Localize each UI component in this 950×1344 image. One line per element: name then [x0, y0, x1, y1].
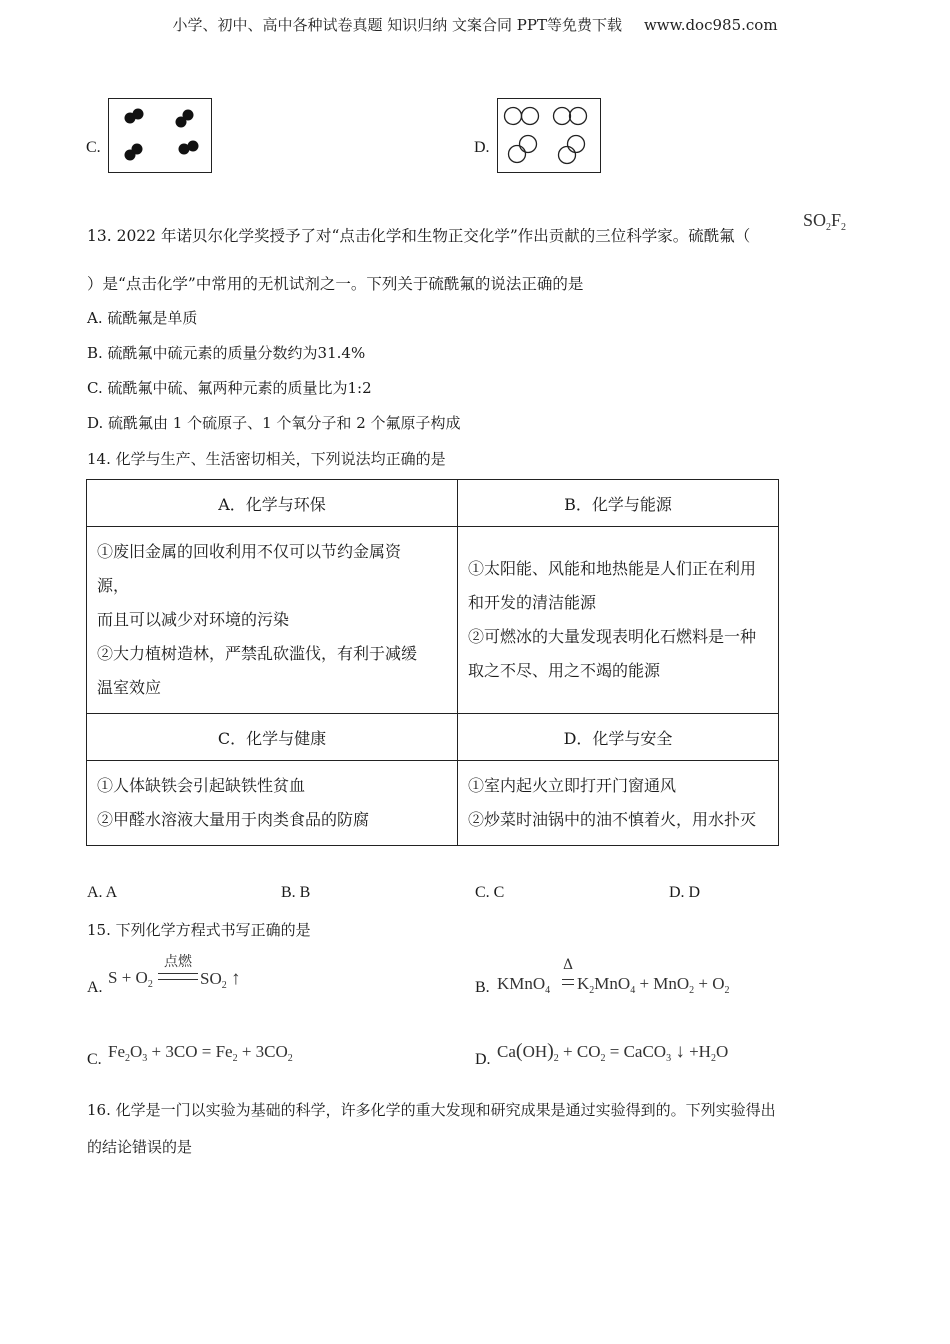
- q12-option-d-label: D.: [474, 139, 490, 156]
- q15-option-c-label: C.: [87, 1051, 102, 1068]
- header-site: www.doc985.com: [643, 16, 778, 34]
- q15-equation-b-reactant: KMnO$_4$: [497, 974, 551, 996]
- q15-option-b-label: B.: [475, 979, 490, 996]
- q13-stem-line1: 13. 2022 年诺贝尔化学奖授予了对“点击化学和生物正交化学”作出贡献的三位科学家。硫酰氟（: [87, 227, 751, 245]
- q12-option-c-label: C.: [86, 139, 101, 156]
- q15-equation-a: $S + O_2$: [108, 968, 153, 990]
- table-cell-b: ①太阳能、风能和地热能是人们正在利用 和开发的清洁能源 ②可燃冰的大量发现表明化石燃料是一种 取之不尽、用之不竭的能源: [458, 527, 779, 714]
- table-header-a: A．化学与环保: [87, 480, 458, 527]
- q13-option-b: B. 硫酰氟中硫元素的质量分数约为31.4%: [87, 344, 366, 362]
- table-header-d: D．化学与安全: [458, 714, 779, 761]
- q13-option-a: A. 硫酰氟是单质: [87, 309, 198, 327]
- q12-option-c-diagram: [108, 98, 212, 173]
- q12-option-d-diagram: [497, 98, 601, 173]
- table-header-c: C．化学与健康: [87, 714, 458, 761]
- table-header-b: B．化学与能源: [458, 480, 779, 527]
- q13-formula: $SO_2F_2$: [803, 210, 847, 233]
- q16-stem-line2: 的结论错误的是: [87, 1138, 193, 1156]
- page-header: [0, 14, 950, 35]
- q13-option-c: C. 硫酰氟中硫、氟两种元素的质量比为1:2: [87, 379, 372, 397]
- header-text: 小学、初中、高中各种试卷真题 知识归纳 文案合同 PPT等免费下载: [172, 16, 622, 34]
- table-cell-a: ①废旧金属的回收利用不仅可以节约金属资 源， 而且可以减少对环境的污染 ②大力植树造林，严禁乱砍滥伐，有利于减缓 温室效应: [87, 527, 458, 714]
- q14-option-d: D. D: [669, 884, 701, 901]
- table-cell-c: ①人体缺铁会引起缺铁性贫血 ②甲醛水溶液大量用于肉类食品的防腐: [87, 761, 458, 846]
- q15-equation-c: $Fe_2O_3 + 3CO = Fe_2 + 3CO_2$: [108, 1042, 293, 1064]
- q15-option-a-label: A.: [87, 979, 103, 996]
- q15-stem: 15. 下列化学方程式书写正确的是: [87, 921, 311, 939]
- q15-option-d-label: D.: [475, 1051, 491, 1068]
- q15-equals-a-icon: [158, 973, 198, 980]
- q14-stem: 14. 化学与生产、生活密切相关，下列说法均正确的是: [87, 450, 446, 468]
- q15-equation-d: $Ca(OH)_2 + CO_2$ = CaCO$_3$ ↓ $+H_2O$: [497, 1040, 729, 1064]
- q15-condition-b: Δ: [562, 957, 574, 973]
- q15-condition-a: 点燃: [164, 954, 192, 970]
- q14-option-a: A. A: [87, 884, 118, 901]
- q14-option-b: B. B: [281, 884, 311, 901]
- q14-table: [86, 479, 779, 846]
- q13-option-d: D. 硫酰氟由 1 个硫原子、1 个氧分子和 2 个氟原子构成: [87, 414, 461, 432]
- q16-stem-line1: 16. 化学是一门以实验为基础的科学，许多化学的重大发现和研究成果是通过实验得到的。下列实验得出: [87, 1101, 776, 1119]
- q15-equation-b-product: $K_2MnO_4 + MnO_2 + O_2$: [577, 974, 730, 996]
- q14-option-c: C. C: [475, 884, 505, 901]
- table-cell-d: ①室内起火立即打开门窗通风 ②炒菜时油锅中的油不慎着火，用水扑灭: [458, 761, 779, 846]
- q15-equation-a-product: $SO_2$ ↑: [200, 968, 241, 991]
- q13-stem-line2: ）是“点击化学”中常用的无机试剂之一。下列关于硫酰氟的说法正确的是: [87, 275, 584, 293]
- hollow-atom-molecules-icon: [498, 99, 600, 172]
- q15-equals-b-icon: [562, 979, 574, 985]
- black-diatomic-molecules-icon: [109, 99, 211, 172]
